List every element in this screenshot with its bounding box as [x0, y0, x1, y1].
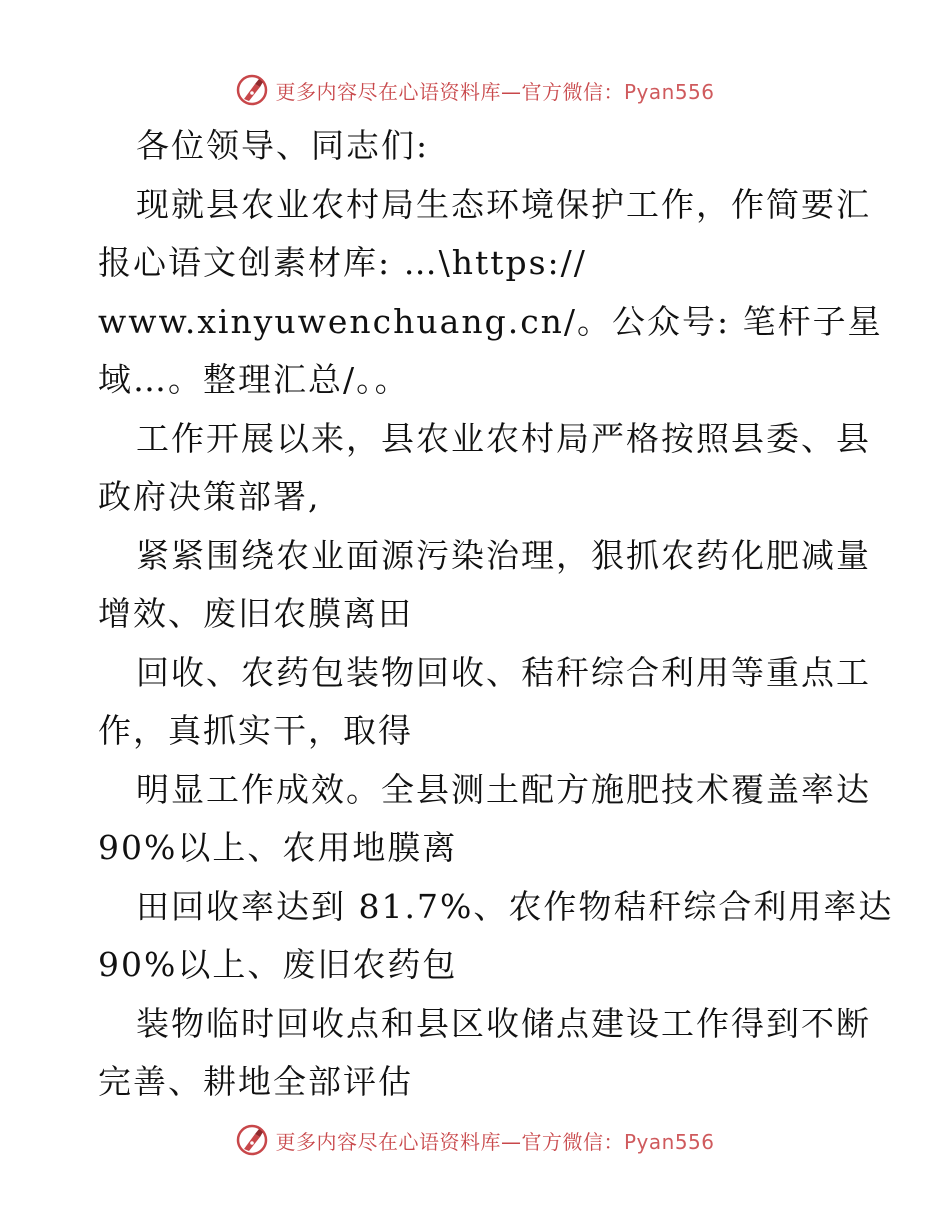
- paragraph-line: 政府决策部署,: [98, 477, 321, 516]
- paragraph-line: 90%以上、废旧农药包: [98, 945, 458, 984]
- watermark-handle: Pyan556: [623, 79, 715, 104]
- paragraph-line: 明显工作成效。全县测土配方施肥技术覆盖率达: [136, 769, 871, 809]
- paragraph-line: 域…。整理汇总/。。: [98, 360, 410, 399]
- paragraph-line: 田回收率达到 81.7%、农作物秸秆综合利用率达: [136, 886, 894, 926]
- paragraph-line: 报心语文创素材库: …\https://: [98, 243, 587, 282]
- pen-nib-logo-icon: [235, 73, 269, 107]
- document-body: [98, 117, 894, 1112]
- paragraph-line: www.xinyuwenchuang.cn/。公众号: 笔杆子星: [98, 301, 883, 341]
- paragraph-line: 90%以上、农用地膜离: [98, 828, 458, 867]
- watermark-text: 更多内容尽在心语资料库—官方微信：Pyan556: [275, 79, 715, 104]
- paragraph-line: 增效、废旧农膜离田: [98, 594, 413, 633]
- watermark-text: 更多内容尽在心语资料库—官方微信：Pyan556: [275, 1129, 715, 1154]
- watermark-header: [0, 68, 950, 112]
- paragraph-line: 现就县农业农村局生态环境保护工作，作简要汇: [136, 184, 871, 224]
- watermark-handle: Pyan556: [623, 1129, 715, 1154]
- paragraph-line: 完善、耕地全部评估: [98, 1062, 413, 1101]
- paragraph-line: 装物临时回收点和县区收储点建设工作得到不断: [136, 1003, 871, 1043]
- pen-nib-logo-icon: [235, 1123, 269, 1157]
- paragraph-line: 紧紧围绕农业面源污染治理，狠抓农药化肥减量: [136, 535, 871, 575]
- watermark-footer: [0, 1118, 950, 1162]
- paragraph-line: 回收、农药包装物回收、秸秆综合利用等重点工: [136, 652, 871, 692]
- paragraph-line: 作，真抓实干，取得: [98, 711, 413, 750]
- salutation: 各位领导、同志们:: [136, 126, 430, 165]
- paragraph-line: 工作开展以来，县农业农村局严格按照县委、县: [136, 418, 871, 458]
